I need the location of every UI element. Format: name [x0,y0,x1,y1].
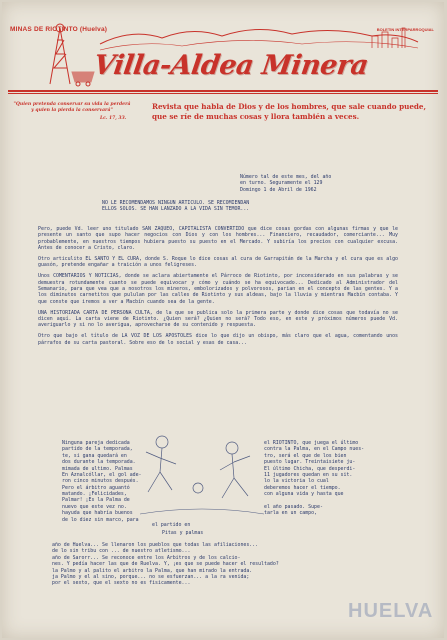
publication-title: Villa-Aldea Minera [91,50,370,81]
bottom-line: la Palmo y al palito el arbitro la Palma, que han mirado la entrada. [52,567,253,574]
column-line: En Aznalcóllar, el gol ade- [62,471,142,478]
paragraph-apostoles: Otro que bajo el título de LA VOZ DE LOS APOSTOLES dice lo que dijo un obispo, más claro que el agua, comentando unos párrafos de su carta pastoral. Sobre eso de lo social y esas de casa... [38,333,398,346]
column-line: el RIOTINTO, que juega el último [264,440,359,446]
sports-column-left [62,440,190,523]
sketch-caption-a: el partido en [152,522,191,528]
column-line: puesto lugar. Treintaisiete ju- [264,459,356,466]
bottom-line: ja Palmo y el al sino, porque... no se esfuerzan... a la ra venida; [52,573,250,580]
column-line: lo la victoria lo cual [264,478,329,485]
bottom-line: de lo sin tribu con ... de nuestro atletismo... [52,548,191,555]
motto-quote: "Quien pretenda conservar su vida la perderá y quien la pierda la conservará" [13,102,131,114]
column-line: 11 jugadores quedan en su sit. [264,471,353,478]
paragraph-comentarios: Unos COMENTARIOS Y NOTICIAS, donde se aclara abiertamente el Párroco de Riotinto, por inconsiderado en sus palabras y se demuestra rotundamente cuanto se puede equivocar y cómo y cuándo se ha equivocado... Dedicado al Administrador del Semanario, para que vea que a nosotros los mineros, embolorizados y polvorosos, parian en el concepto de las gentes. Y a los diminutos carnetitos que pululan por las calles de Riotinto y sus aldeas, bajo la lluvia y mientras Macbín contaba. Y que conste que iremos a ver a Macbín cuando sea de la gente. [38,273,398,305]
column-line: Pero el árbitro aguantó [62,484,130,491]
column-line: hayuda que habría buenos [62,510,133,517]
column-line: Ninguna pareja dedicada [62,440,130,446]
column-line: El último Chicha, que desperdi- [264,465,356,472]
publication-tagline: Revista que habla de Dios y de los hombres, que sale cuando puede, que se ríe de muchas cosas y llora también a veces. [152,102,426,121]
issue-line-2: en turno. Seguramente el 129 [240,180,323,187]
issue-info [240,174,400,193]
issue-date: Domingo 1 de Abril de 1962 [240,186,317,193]
sports-bottom-text [52,542,422,587]
column-line: te, si gana quedará en [62,452,127,459]
column-line: tarla en un campo, [264,510,317,517]
bottom-line: nes. Y pedía hacer las que de Ruelva. Y, ¡es que se puede hacer el resultado? [52,561,279,568]
issue-line-1: Número tal de este mes, del año [240,174,332,180]
bulletin-label: BOLETIN INTERPARROQUIAL [376,27,434,32]
column-line: deberemos hacer el tiempo. [264,484,341,491]
column-line: contra la Palma, en el Campo nues- [264,446,365,453]
column-line: ron cinco minutos después. [62,478,139,485]
paragraph-santo-cura: Otro articulito EL SANTO Y EL CURA, donde S. Roque lo dice cosas al cura de Garrapitán de la Marcha y el cura que es algo guasón, pretende engañar a traición a unos feligreses. [38,256,398,269]
location-label: MINAS DE RIOTINTO (Huelva) [10,26,108,33]
column-line: el año pasado. Supe- [264,503,323,510]
article-body [38,226,398,351]
paragraph-carta: UNA HISTORIADA CARTA DE PERSONA CULTA, de la que se publica solo la primera parte y donde dice cosas que todavía no se dicen aquí. La carta viene de Riotinto. ¿Quien será? ¿Quien no será? Todo eso, en este y próximos números puede Vd. averiguarlo y si no lo averigua, aprovecharse de su contenido y respuesta. [38,309,398,329]
column-line: matando. ¡Felicidades, [62,491,127,497]
bottom-line: por el sexto, que el sexto no es fisicamente... [52,580,191,587]
column-line: de lo diez sin marco, para [62,516,139,523]
sports-column-right [264,440,414,517]
archive-watermark: HUELVA [348,600,434,622]
column-line: dos durante la temporada. [62,459,136,466]
motto-reference: Lc. 17, 33. [100,116,127,121]
headline-line-2: ELLOS SOLOS. SE HAN LANZADO A LA VIDA SIN TEMOR... [102,206,250,213]
document-sheet [2,2,444,638]
headline-line-1: NO LE RECOMENDAMOS NINGUN ARTICULO. SE RECOMIENDAN [102,200,250,206]
column-line: mimada de ultimo. Palmas [62,465,133,472]
sketch-caption-b: Pitas y palmas [162,530,204,536]
masthead-divider [8,90,438,92]
column-line: Palmar! ¡Es la Palma de [62,497,130,504]
headline [102,200,402,213]
paragraph-zaqueo: Pero, puede Vd. leer uno titulado SAN ZAQUEO, CAPITALISTA CONVERTIDO que dice cosas gordas con algunas firmas y que le presente un santo que supo hacer negocios con Dios y con los hombres... Financiero, recaudador, comerciante... Muy probablemente, en nuestros tiempos hubiera puesto su puesto en el Mercado. Y subiría los precios con cualquier excusa. Antes de conocer a Cristo, claro. [38,226,398,252]
bottom-line: año de Huelva... Se llenaron los pueblos que todas las afiliaciones... [52,542,259,548]
column-line: tro, será el que de los bien [264,452,350,459]
column-line: nuevo que este vez no. [62,503,127,510]
masthead-divider-thin [8,93,438,94]
column-line: partido de la temporada, [62,446,133,453]
bottom-line: año de Sarorr... Se reconoce entre los Arbitros y de los calcio- [52,554,241,561]
column-line: con alguna vida y hasta que [264,491,344,497]
